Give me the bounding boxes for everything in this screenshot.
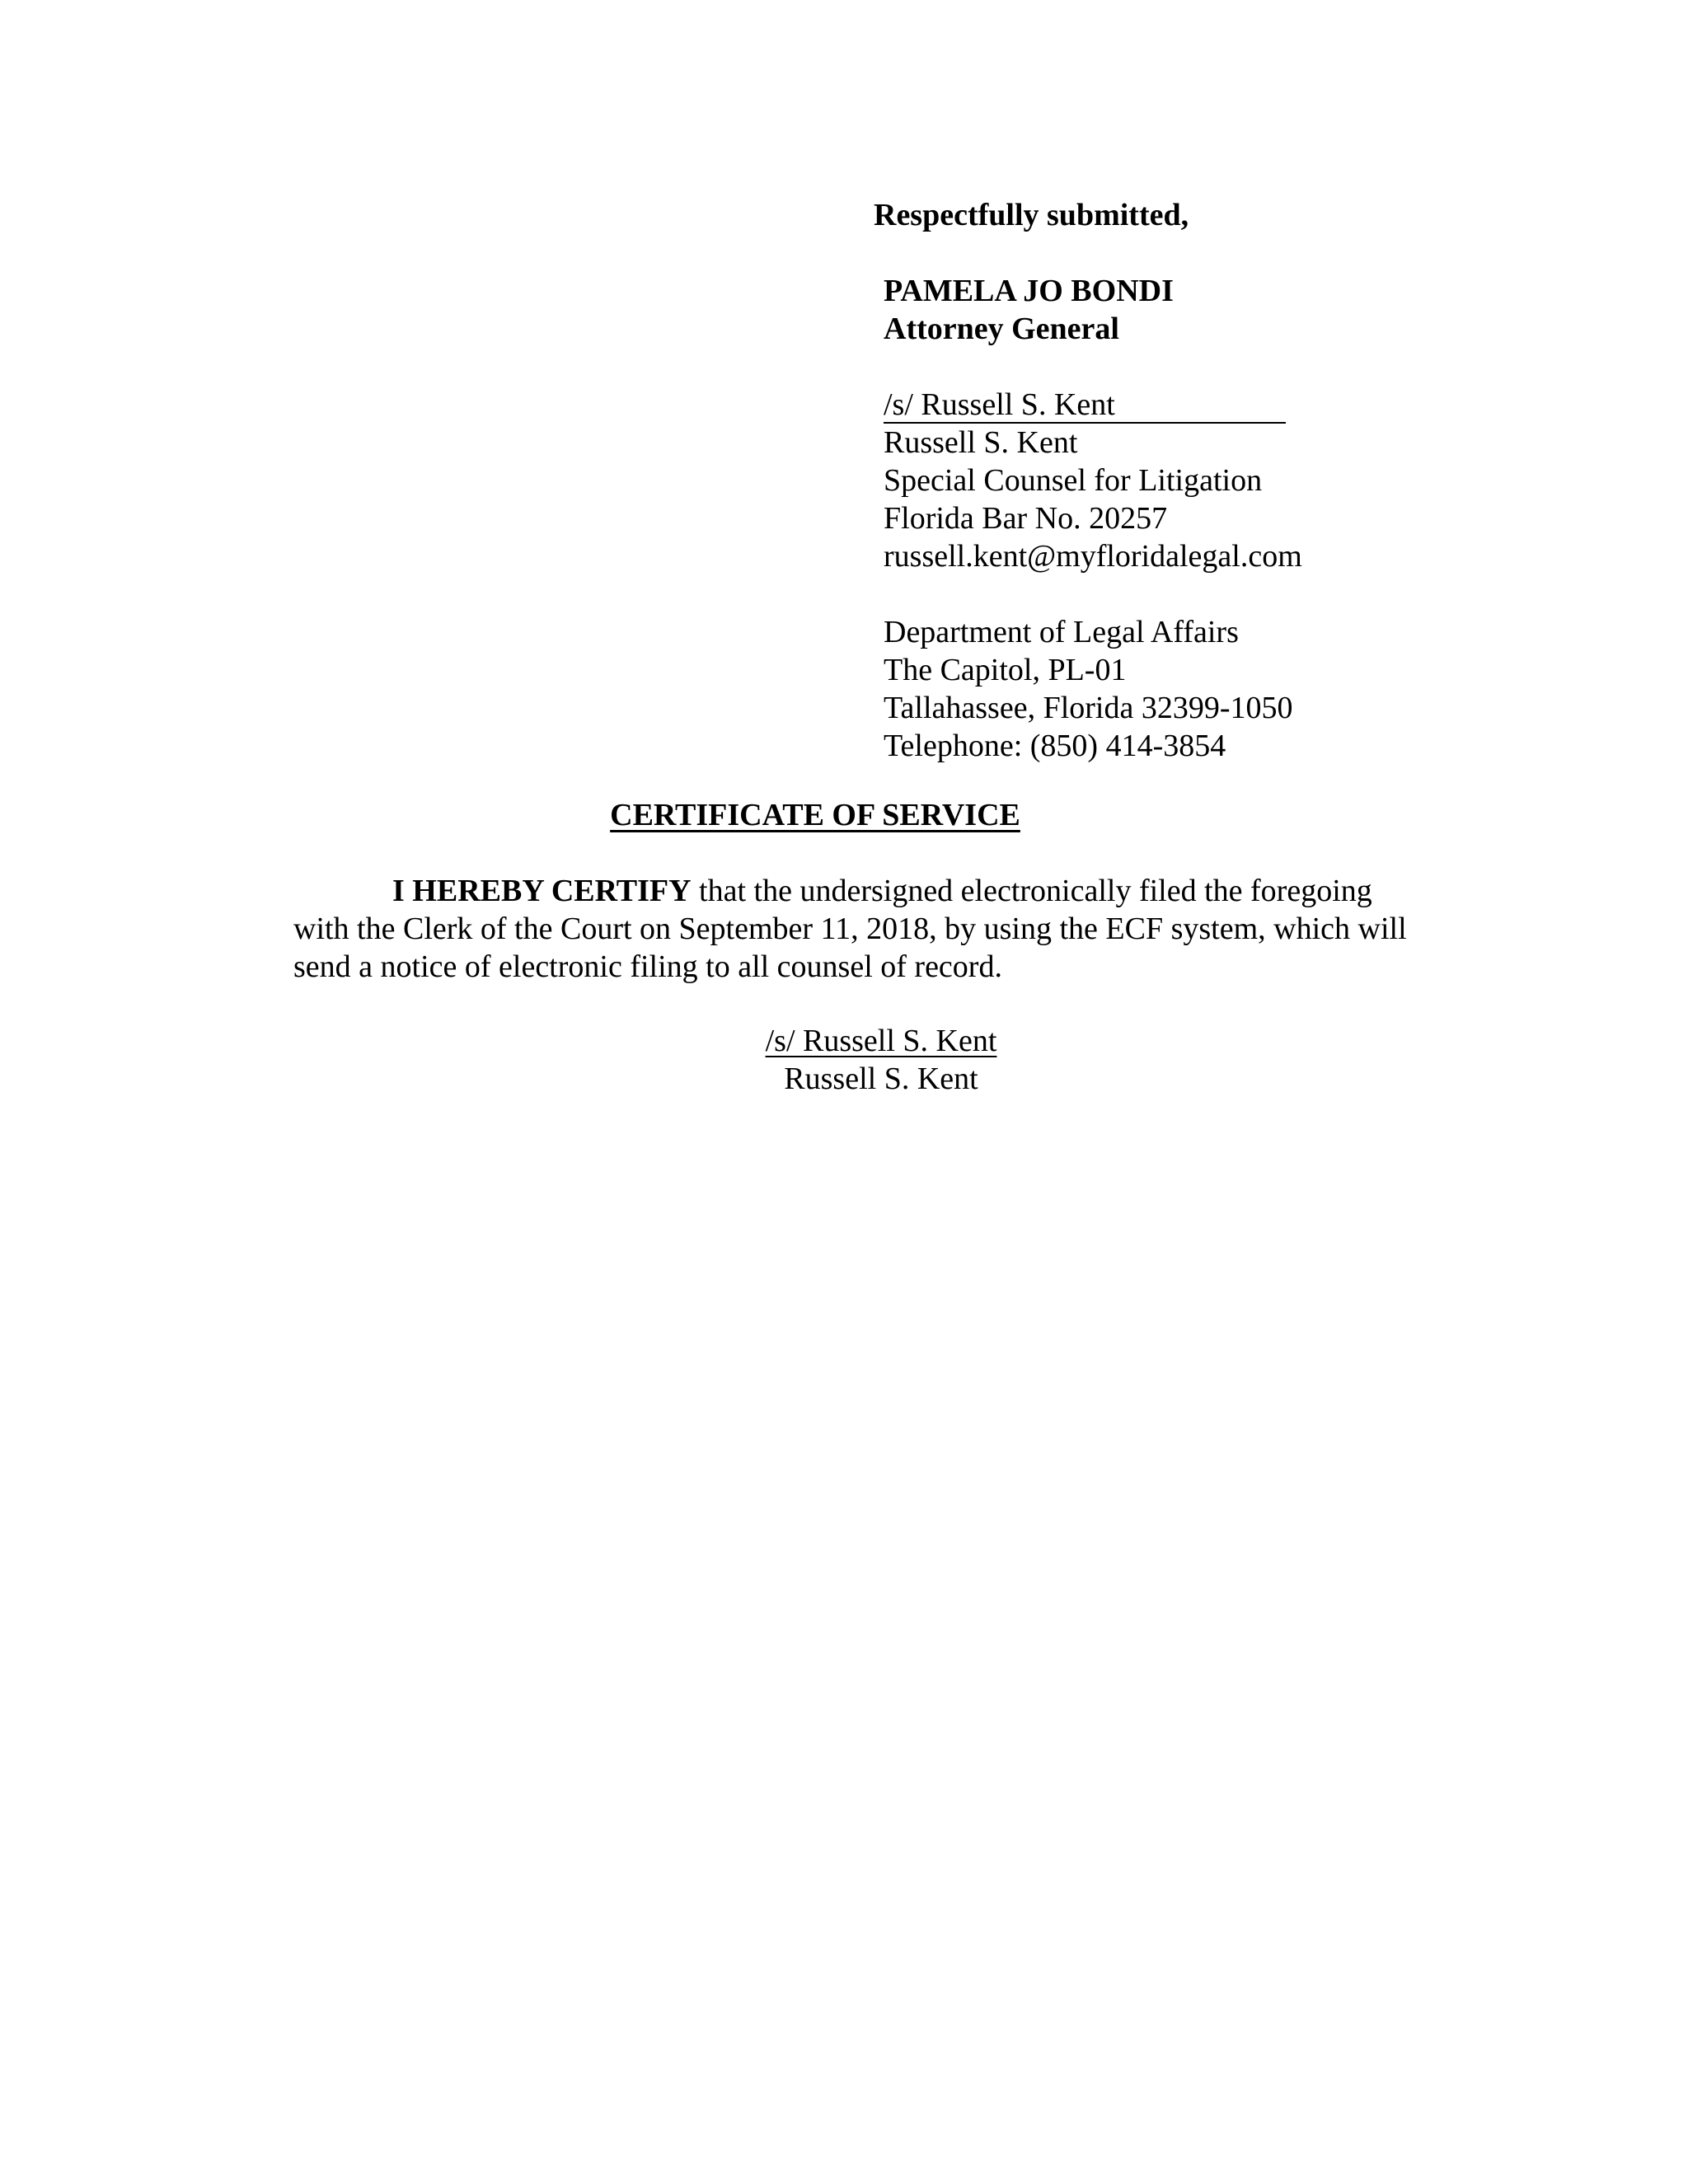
signature-block (884, 272, 1302, 765)
certificate-body (293, 872, 1464, 986)
certificate-heading-text: CERTIFICATE OF SERVICE (610, 798, 1020, 832)
certificate-electronic-signature: /s/ Russell S. Kent (765, 1024, 997, 1058)
department-name: Department of Legal Affairs (884, 615, 1239, 649)
certificate-line-1-rest: that the undersigned electronically filed the foregoing (691, 874, 1372, 908)
attorney-general-name: PAMELA JO BONDI (884, 274, 1174, 308)
telephone-number: Telephone: (850) 414-3854 (884, 729, 1226, 763)
certificate-line-3: send a notice of electronic filing to all counsel of record. (293, 949, 1002, 984)
attorney-general-title: Attorney General (884, 312, 1119, 346)
address-line-2: Tallahassee, Florida 32399-1050 (884, 691, 1293, 725)
bar-number: Florida Bar No. 20257 (884, 501, 1168, 536)
address-line-1: The Capitol, PL-01 (884, 653, 1127, 687)
certificate-lead: I HEREBY CERTIFY (392, 874, 692, 908)
certificate-line-2: with the Clerk of the Court on September 11, 2018, by using the ECF system, which will (293, 912, 1407, 946)
certificate-heading (0, 796, 1688, 834)
signer-title: Special Counsel for Litigation (884, 463, 1263, 498)
closing-salutation: Respectfully submitted, (874, 198, 1189, 232)
email-address: russell.kent@myfloridalegal.com (884, 539, 1302, 574)
electronic-signature: /s/ Russell S. Kent (884, 387, 1286, 424)
certificate-line-1 (293, 872, 1464, 910)
certificate-signer-name: Russell S. Kent (784, 1062, 978, 1096)
certificate-signature (0, 1022, 1688, 1098)
signature-line (884, 386, 1302, 424)
signer-name: Russell S. Kent (884, 425, 1078, 460)
